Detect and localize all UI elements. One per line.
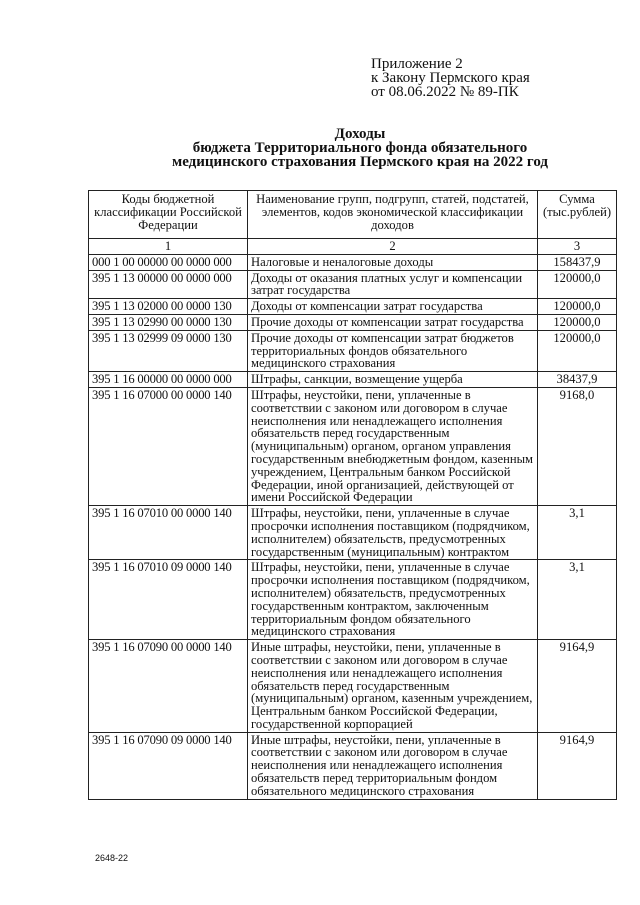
table-body bbox=[89, 254, 617, 799]
row-code: 395 1 13 02990 00 0000 130 bbox=[89, 314, 248, 330]
row-sum: 3,1 bbox=[538, 560, 617, 640]
row-name: Доходы от оказания платных услуг и компенсации затрат государства bbox=[248, 270, 538, 299]
row-sum: 9164,9 bbox=[538, 732, 617, 799]
appendix-date: от 08.06.2022 № 89-ПК bbox=[371, 84, 519, 100]
row-name: Налоговые и неналоговые доходы bbox=[248, 254, 538, 270]
table-header-row bbox=[89, 191, 617, 239]
row-sum: 120000,0 bbox=[538, 270, 617, 299]
column-number: 1 bbox=[89, 239, 248, 255]
table-row bbox=[89, 387, 617, 505]
column-number-row bbox=[89, 239, 617, 255]
title-line-2: бюджета Территориального фонда обязательного bbox=[192, 140, 528, 156]
header-sum: Сумма (тыс.рублей) bbox=[538, 191, 617, 239]
row-sum: 158437,9 bbox=[538, 254, 617, 270]
title-line-3: медицинского страхования Пермского края на 2022 год bbox=[171, 154, 549, 170]
row-name: Штрафы, санкции, возмещение ущерба bbox=[248, 372, 538, 388]
row-code: 395 1 16 07010 00 0000 140 bbox=[89, 506, 248, 560]
table-row bbox=[89, 372, 617, 388]
row-sum: 9164,9 bbox=[538, 640, 617, 733]
row-sum: 120000,0 bbox=[538, 314, 617, 330]
table-row bbox=[89, 299, 617, 315]
row-sum: 38437,9 bbox=[538, 372, 617, 388]
column-number: 2 bbox=[248, 239, 538, 255]
row-name: Доходы от компенсации затрат государства bbox=[248, 299, 538, 315]
row-sum: 9168,0 bbox=[538, 387, 617, 505]
row-code: 395 1 16 07090 09 0000 140 bbox=[89, 732, 248, 799]
table-row bbox=[89, 254, 617, 270]
row-code: 395 1 13 02000 00 0000 130 bbox=[89, 299, 248, 315]
table-row bbox=[89, 732, 617, 799]
document-footer-code: 2648-22 bbox=[95, 853, 129, 863]
row-code: 395 1 13 02999 09 0000 130 bbox=[89, 330, 248, 371]
revenue-table bbox=[88, 190, 617, 800]
row-name: Прочие доходы от компенсации затрат бюджетов территориальных фондов обязательного медицинского страхования bbox=[248, 330, 538, 371]
row-name: Иные штрафы, неустойки, пени, уплаченные в соответствии с законом или договором в случае неисполнения или ненадлежащего исполнения обязательств перед государственным (муниципальным) органом, казенным учреждением, Центральным банком Российской Федерации, государственной корпорацией bbox=[248, 640, 538, 733]
row-sum: 120000,0 bbox=[538, 330, 617, 371]
row-code: 395 1 16 07010 09 0000 140 bbox=[89, 560, 248, 640]
appendix-number: Приложение 2 bbox=[371, 56, 463, 72]
table-row bbox=[89, 314, 617, 330]
row-sum: 3,1 bbox=[538, 506, 617, 560]
row-name: Штрафы, неустойки, пени, уплаченные в случае просрочки исполнения поставщиком (подрядчиком, исполнителем) обязательств, предусмотренных государственным контрактом, заключенным территориальным фондом обязательного медицинского страхования bbox=[248, 560, 538, 640]
row-code: 395 1 16 07090 00 0000 140 bbox=[89, 640, 248, 733]
row-name: Штрафы, неустойки, пени, уплаченные в случае просрочки исполнения поставщиком (подрядчиком, исполнителем) обязательств, предусмотренных государственным (муниципальным) контрактом bbox=[248, 506, 538, 560]
column-number: 3 bbox=[538, 239, 617, 255]
table-row bbox=[89, 506, 617, 560]
title-line-1: Доходы bbox=[334, 126, 386, 142]
appendix-law: к Закону Пермского края bbox=[371, 70, 530, 86]
row-code: 395 1 16 07000 00 0000 140 bbox=[89, 387, 248, 505]
row-name: Штрафы, неустойки, пени, уплаченные в соответствии с законом или договором в случае неисполнения или ненадлежащего исполнения обязательств перед государственным (муниципальным) органом, органом управления государственным внебюджетным фондом, казенным учреждением, Центральным банком Российской Федерации, иной организацией, действующей от имени Российской Федерации bbox=[248, 387, 538, 505]
table-row bbox=[89, 640, 617, 733]
table-row bbox=[89, 330, 617, 371]
row-name: Прочие доходы от компенсации затрат государства bbox=[248, 314, 538, 330]
row-code: 395 1 16 00000 00 0000 000 bbox=[89, 372, 248, 388]
row-code: 395 1 13 00000 00 0000 000 bbox=[89, 270, 248, 299]
row-name: Иные штрафы, неустойки, пени, уплаченные в соответствии с законом или договором в случае неисполнения или ненадлежащего исполнения обязательств перед территориальным фондом обязательного медицинского страхования bbox=[248, 732, 538, 799]
row-sum: 120000,0 bbox=[538, 299, 617, 315]
header-name: Наименование групп, подгрупп, статей, подстатей, элементов, кодов экономической классификации доходов bbox=[248, 191, 538, 239]
appendix-block bbox=[371, 57, 530, 99]
table-row bbox=[89, 270, 617, 299]
row-code: 000 1 00 00000 00 0000 000 bbox=[89, 254, 248, 270]
document-title bbox=[130, 127, 590, 169]
header-code: Коды бюджетной классификации Российской Федерации bbox=[89, 191, 248, 239]
table-row bbox=[89, 560, 617, 640]
